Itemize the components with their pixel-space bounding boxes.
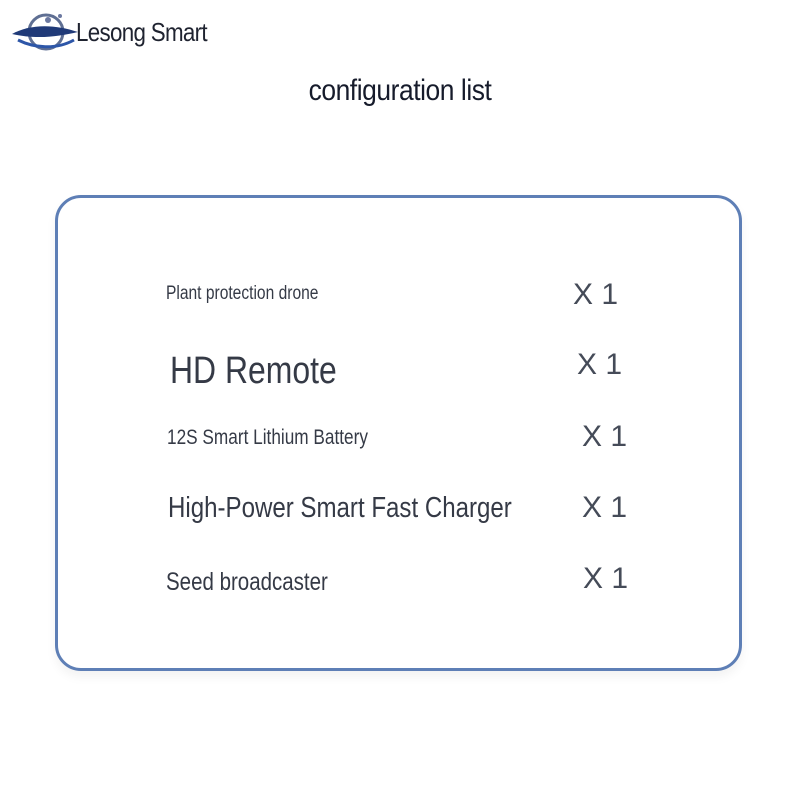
brand-logo — [8, 10, 228, 54]
config-item-quantity: X 1 — [577, 348, 623, 381]
config-item-name: 12S Smart Lithium Battery — [167, 426, 368, 449]
config-item-quantity: X 1 — [573, 278, 619, 311]
drone-swirl-logo-icon — [8, 10, 80, 54]
config-item-name: Plant protection drone — [166, 283, 319, 304]
configuration-card — [55, 195, 742, 671]
config-item-quantity: X 1 — [582, 491, 628, 524]
config-item-name: HD Remote — [170, 350, 337, 392]
config-item-name: High-Power Smart Fast Charger — [168, 492, 512, 524]
brand-name: Lesong Smart — [76, 16, 207, 47]
config-item-quantity: X 1 — [582, 420, 628, 453]
page-title: configuration list — [308, 74, 492, 107]
config-item-quantity: X 1 — [583, 562, 629, 595]
config-item-name: Seed broadcaster — [166, 568, 328, 596]
